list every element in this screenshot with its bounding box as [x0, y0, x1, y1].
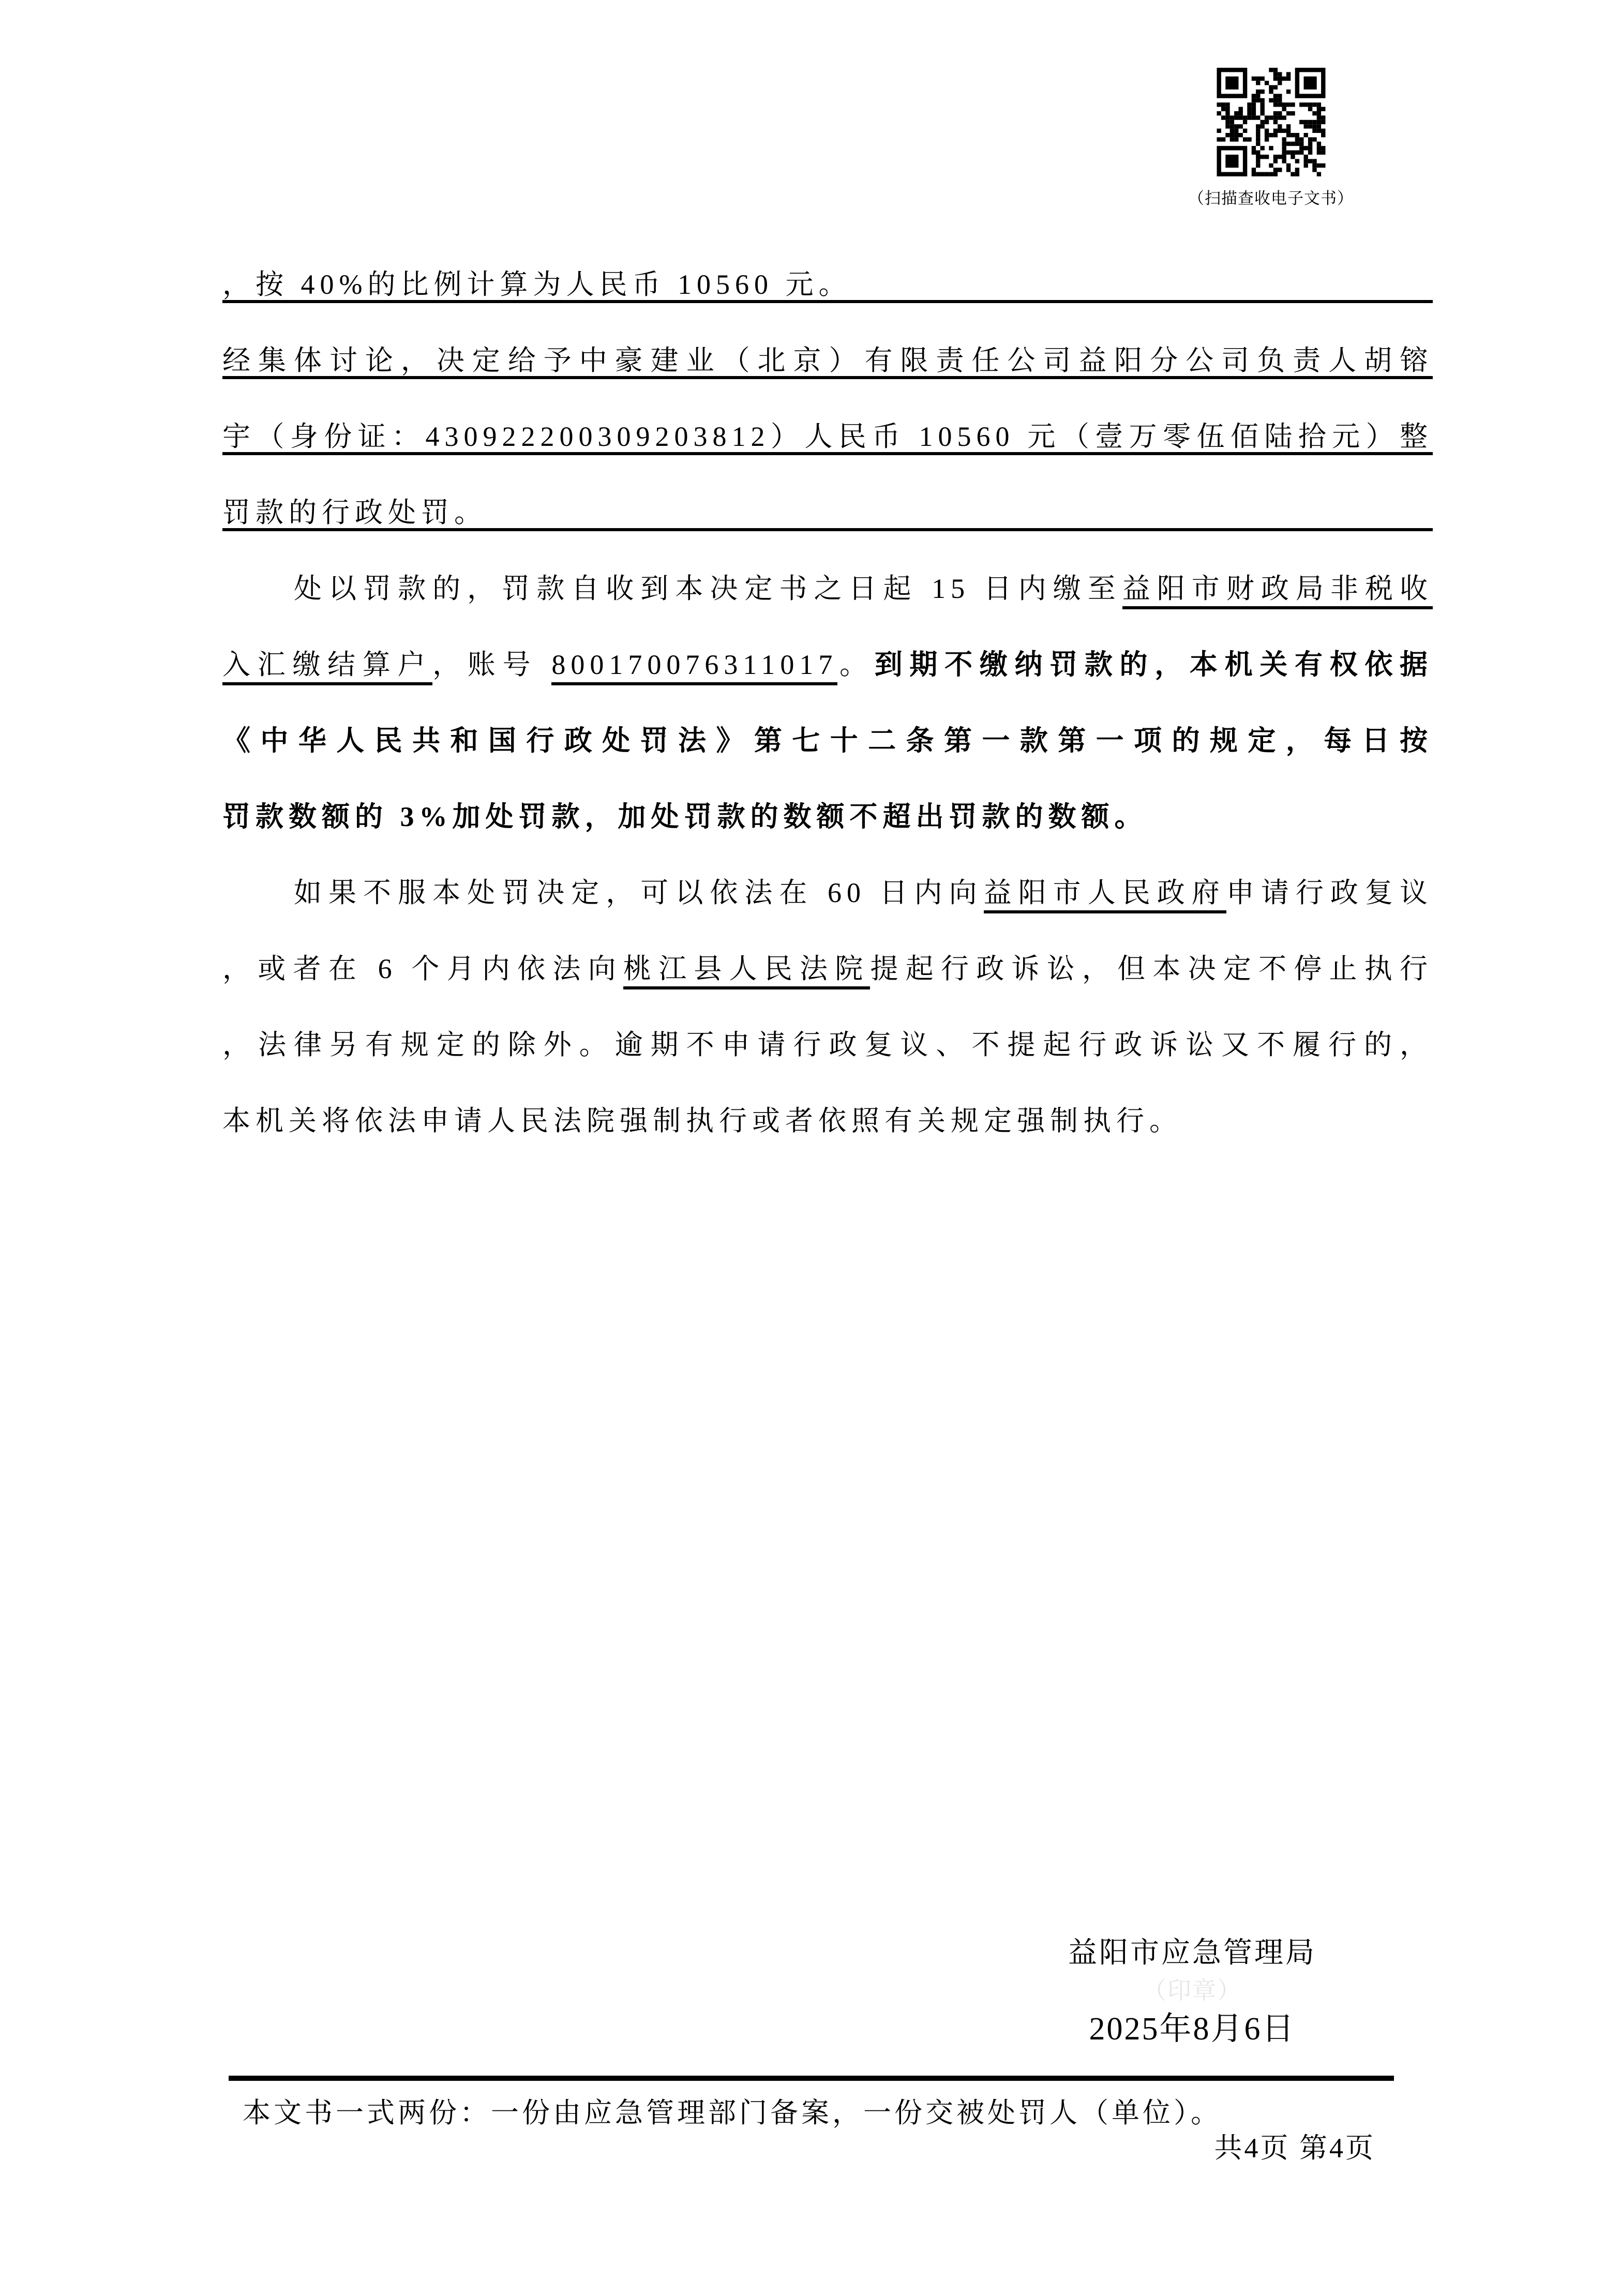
body-line: 本机关将依法申请人民法院强制执行或者依照有关规定强制执行。 [222, 1105, 1182, 1136]
agency-name: 益阳市应急管理局 [1068, 1937, 1316, 1969]
body-line: 罚款的行政处罚。 [222, 497, 487, 528]
footer-note: 本文书一式两份：一份由应急管理部门备案，一份交被处罚人（单位）。 [243, 2097, 1222, 2128]
body-line: ，法律另有规定的除外。逾期不申请行政复议、不提起行政诉讼又不履行的， [222, 1029, 1433, 1060]
body-line: 宇（身份证：430922200309203812）人民币 10560 元（壹万零伍佰陆拾元）整 [222, 421, 1433, 452]
body-line: ，或者在 6 个月内依法向桃江县人民法院提起行政诉讼，但本决定不停止执行 [222, 931, 1433, 1007]
seal-placeholder: （印章） [1143, 1977, 1242, 2004]
body-line: ，按 40%的比例计算为人民币 10560 元。 [222, 269, 852, 300]
body-line: 《中华人民共和国行政处罚法》第七十二条第一款第一项的规定，每日按 [222, 725, 1433, 756]
document-body [222, 247, 1433, 1159]
body-line: 罚款数额的 3%加处罚款，加处罚款的数额不超出罚款的数额。 [222, 801, 1148, 832]
footer-divider [229, 2076, 1394, 2081]
qr-code [1216, 68, 1327, 176]
signature-date: 2025年8月6日 [1089, 2012, 1296, 2047]
body-line: 如果不服本处罚决定，可以依法在 60 日内向益阳市人民政府申请行政复议 [222, 855, 1433, 931]
body-line: 处以罚款的，罚款自收到本决定书之日起 15 日内缴至益阳市财政局非税收 [222, 551, 1433, 627]
qr-caption: （扫描查收电子文书） [1188, 189, 1354, 207]
page-indicator: 共4页 第4页 [1214, 2133, 1375, 2164]
body-line: 经集体讨论，决定给予中豪建业（北京）有限责任公司益阳分公司负责人胡镕 [222, 345, 1433, 376]
body-line: 入汇缴结算户，账号 800170076311017。到期不缴纳罚款的，本机关有权依据 [222, 627, 1433, 703]
